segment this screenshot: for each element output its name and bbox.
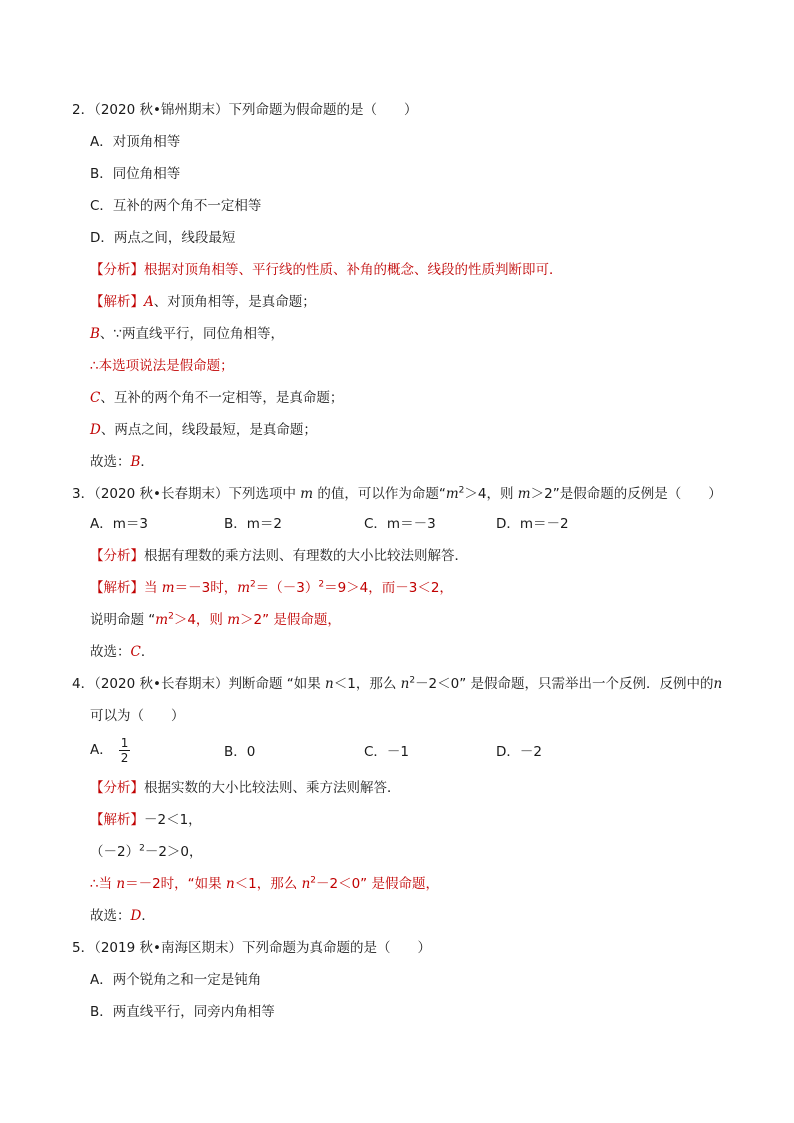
q3-answer: 故选：C． <box>90 644 155 660</box>
q2-analysis <box>90 260 563 280</box>
q2-solution-a: 【解析】A、对顶角相等，是真命题； <box>90 294 316 310</box>
q2-answer: 故选：B． <box>90 454 154 470</box>
q2-option-d: D．两点之间，线段最短 <box>90 230 236 246</box>
q4-option-c: C．－1 <box>364 744 410 760</box>
q3-option-d: D．m＝－2 <box>496 516 569 532</box>
solution-tag: 【解析】 <box>90 294 144 310</box>
q2-option-c: C．互补的两个角不一定相等 <box>90 198 262 214</box>
q2-solution-b2: ∴本选项说法是假命题； <box>90 358 234 374</box>
q4-option-a: A． $\frac{1}{2}$ <box>90 735 129 765</box>
q3-option-a: A．m＝3 <box>90 516 148 532</box>
q3-option-b: B．m＝2 <box>224 516 283 532</box>
q4-stem: 4．（2020 秋•长春期末）判断命题 “如果 n＜1，那么 $n^2-2<0$” 是假命题，只需举出一个反例．反例中的n <box>72 675 723 692</box>
q4-answer: 故选：D． <box>90 908 155 924</box>
q3-stem: 3．（2020 秋•长春期末）下列选项中 m 的值，可以作为命题“$m^2>4$，则 m＞2”是假命题的反例是（ ） <box>72 485 722 502</box>
q4-option-d: D．－2 <box>496 744 542 760</box>
q3-option-c: C．m＝－3 <box>364 516 436 532</box>
q5-option-a: A．两个锐角之和一定是钝角 <box>90 972 262 988</box>
q4-analysis: 【分析】根据实数的大小比较法则、乘方法则解答． <box>90 780 401 796</box>
q4-solution-3: ∴当 n＝－2时，“如果 n＜1，那么 $n^2-2<0$” 是假命题， <box>90 875 439 892</box>
q2-solution-d: D、两点之间，线段最短，是真命题； <box>90 422 317 438</box>
q3-solution-2: 说明命题 “$m^2>4$，则 m＞2” 是假命题， <box>90 611 341 628</box>
analysis-text: 根据对顶角相等、平行线的性质、补角的概念、线段的性质判断即可． <box>144 262 563 278</box>
q3-analysis: 【分析】根据有理数的乘方法则、有理数的大小比较法则解答． <box>90 548 468 564</box>
q4-solution-1: 【解析】－2＜1， <box>90 812 202 828</box>
q3-solution-1: 【解析】当 m＝－3时，$m^2=(-3)^2=9>4$，而－3＜2， <box>90 579 453 596</box>
q4-stem-line2: 可以为（ ） <box>90 708 185 724</box>
analysis-tag: 【分析】 <box>90 262 144 278</box>
q2-option-b: B．同位角相等 <box>90 166 181 182</box>
q4-option-b: B．0 <box>224 744 256 760</box>
q4-solution-2: $(-2)^2-2>0$， <box>90 843 203 860</box>
fraction-one-half: $\frac{1}{2}$ <box>120 735 129 765</box>
q5-option-b: B．两直线平行，同旁内角相等 <box>90 1004 275 1020</box>
q2-solution-c: C、互补的两个角不一定相等，是真命题； <box>90 390 344 406</box>
q2-solution-b: B、∵两直线平行，同位角相等， <box>90 326 285 342</box>
q2-stem: 2．（2020 秋•锦州期末）下列命题为假命题的是（ ） <box>72 102 418 118</box>
q5-stem: 5．（2019 秋•南海区期末）下列命题为真命题的是（ ） <box>72 940 431 956</box>
q2-option-a: A．对顶角相等 <box>90 134 181 150</box>
